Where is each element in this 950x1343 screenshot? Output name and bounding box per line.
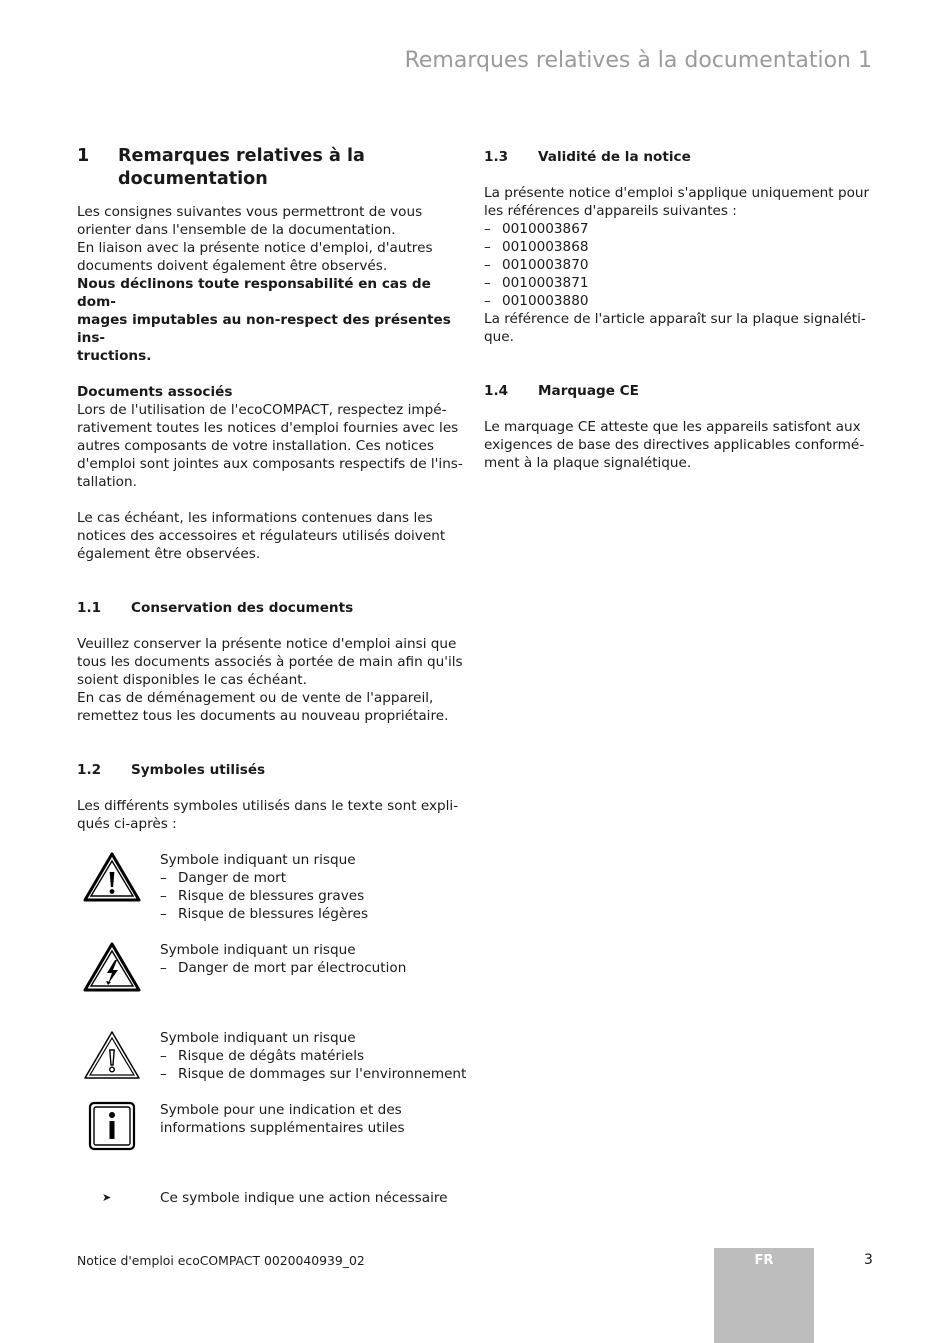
section-1-2-heading: 1.2 Symboles utilisés	[77, 762, 266, 778]
reference-list	[484, 220, 876, 310]
right-column	[484, 148, 876, 472]
intro-paragraph: Les consignes suivantes vous permettront de vous orienter dans l'ensemble de la documentation. En liaison avec la présente notice d'emploi, d'autres documents doivent également être observés.	[77, 204, 433, 274]
list-item: – 0010003871	[484, 274, 876, 292]
section-1-heading	[77, 145, 467, 191]
list-item: – 0010003868	[484, 238, 876, 256]
action-symbol-row	[77, 1189, 467, 1207]
electrocution-warning-icon	[82, 941, 142, 993]
section-title-line-1: Remarques relatives à la	[118, 146, 365, 166]
symbol-title: Symbole indiquant un risque	[160, 852, 356, 868]
symbols-intro: Les différents symboles utilisés dans le texte sont expli- qués ci-après :	[77, 798, 459, 832]
list-item: – Danger de mort	[160, 869, 467, 887]
running-header: Remarques relatives à la documentation 1	[404, 48, 872, 73]
list-item: – 0010003880	[484, 292, 876, 310]
associated-docs-paragraph: Lors de l'utilisation de l'ecoCOMPACT, respectez impé- rativement toutes les notices d'emploi fournies avec les autres composants de votre installation. Ces notices d'emploi sont jointes aux composants respectifs de l'ins- tallation.	[77, 402, 463, 490]
validity-outro: La référence de l'article apparaît sur la plaque signaléti- que.	[484, 311, 866, 345]
symbol-electrocution-row	[77, 941, 467, 993]
accessories-paragraph: Le cas échéant, les informations contenues dans les notices des accessoires et régulateurs utilisés doivent également être observées.	[77, 510, 446, 562]
section-1-3-heading: 1.3 Validité de la notice	[484, 149, 691, 165]
conservation-paragraph: Veuillez conserver la présente notice d'emploi ainsi que tous les documents associés à portée de main afin qu'ils soient disponibles le cas échéant. En cas de déménagement ou de vente de l'appareil, remettez tous les documents au nouveau propriétaire.	[77, 636, 463, 724]
associated-docs-title: Documents associés	[77, 384, 233, 400]
list-item: – Risque de dommages sur l'environnement	[160, 1065, 467, 1083]
arrow-right-icon: ➤	[102, 1191, 112, 1204]
section-number: 1	[77, 146, 90, 166]
footer-doc-reference: Notice d'emploi ecoCOMPACT 0020040939_02	[77, 1253, 365, 1268]
liability-disclaimer: Nous déclinons toute responsabilité en cas de dom- mages imputables au non-respect des présentes ins- tructions.	[77, 276, 451, 364]
symbol-danger-row	[77, 851, 467, 923]
section-title-line-2: documentation	[118, 169, 268, 189]
symbol-description: Symbole pour une indication et des informations supplémentaires utiles	[160, 1102, 405, 1136]
left-column	[77, 145, 467, 1207]
symbol-title: Symbole indiquant un risque	[160, 1030, 356, 1046]
symbol-caution-row	[77, 1029, 467, 1083]
page-number: 3	[864, 1252, 873, 1268]
list-item: – Risque de dégâts matériels	[160, 1047, 467, 1065]
info-icon	[82, 1101, 142, 1153]
list-item: – Danger de mort par électrocution	[160, 959, 467, 977]
list-item: – Risque de blessures légères	[160, 905, 467, 923]
list-item: – 0010003867	[484, 220, 876, 238]
danger-warning-icon	[82, 851, 142, 903]
language-tab: FR	[714, 1248, 814, 1343]
ce-marking-paragraph: Le marquage CE atteste que les appareils satisfont aux exigences de base des directives applicables conformé- ment à la plaque signalétique.	[484, 419, 865, 471]
validity-intro: La présente notice d'emploi s'applique uniquement pour les références d'appareils suivantes :	[484, 185, 870, 219]
caution-warning-icon	[82, 1029, 142, 1081]
symbol-title: Symbole indiquant un risque	[160, 942, 356, 958]
section-1-4-heading: 1.4 Marquage CE	[484, 383, 639, 399]
symbol-info-row	[77, 1101, 467, 1153]
section-1-1-heading: 1.1 Conservation des documents	[77, 600, 354, 616]
list-item: – 0010003870	[484, 256, 876, 274]
list-item: – Risque de blessures graves	[160, 887, 467, 905]
action-description: Ce symbole indique une action nécessaire	[160, 1190, 448, 1206]
